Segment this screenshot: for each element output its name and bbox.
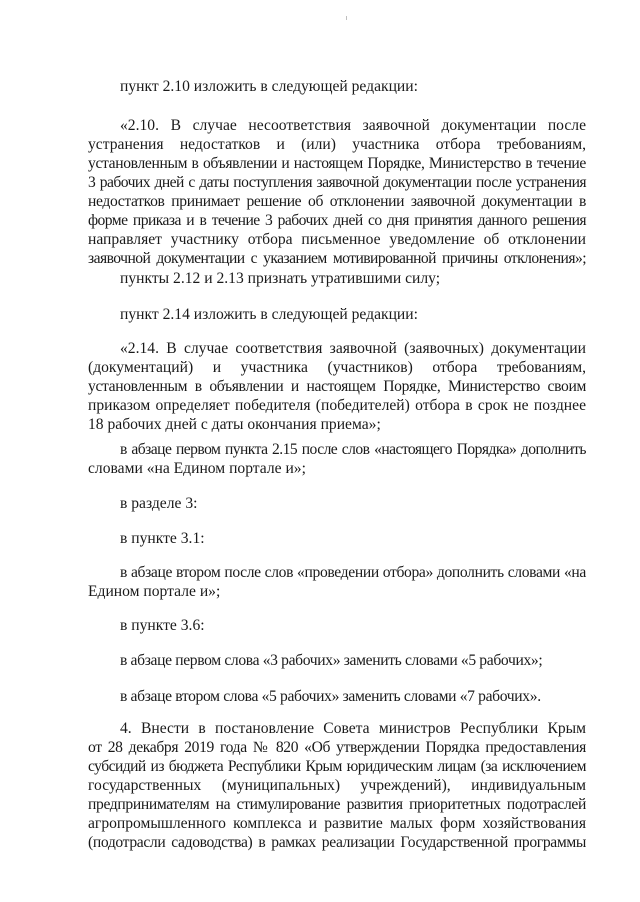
paragraph-line: агропромышленного комплекса и развитие малых форм хозяйствования [88, 815, 586, 832]
paragraph-line: установленным в объявлении и настоящем Порядке, Министерство в течение [88, 155, 586, 172]
paragraph-line: «2.10. В случае несоответствия заявочной документации после [120, 117, 586, 134]
paragraph-line: «2.14. В случае соответствия заявочной (заявочных) документации [120, 340, 586, 357]
paragraph-p12: в абзаце втором слова «5 рабочих» заменить словами «7 рабочих». [120, 688, 541, 705]
paragraph-line: государственных (муниципальных) учреждений), индивидуальным [88, 777, 586, 794]
paragraph-line: в абзаце первом пункта 2.15 после слов «настоящего Порядка» дополнить [120, 441, 586, 458]
paragraph-line: 4. Внести в постановление Совета министров Республики Крым [120, 720, 586, 737]
paragraph-line: в абзаце втором после слов «проведении отбора» дополнить словами «на [120, 564, 586, 581]
paragraph-line: устранения недостатков и (или) участника отбора требованиям, [88, 136, 586, 153]
paragraph-p8: в пункте 3.1: [120, 530, 205, 547]
paragraph-line: (подотрасли садоводства) в рамках реализации Государственной программы [88, 834, 586, 851]
paragraph-p10: в пункте 3.6: [120, 617, 205, 634]
paragraph-p1: пункт 2.10 изложить в следующей редакции: [120, 78, 418, 95]
paragraph-line: предпринимателям на стимулирование развития приоритетных подотраслей [88, 796, 586, 813]
paragraph-line: приказом определяет победителя (победителей) отбора в срок не позднее [88, 397, 586, 414]
paragraph-line: заявочной документации с указанием мотивированной причины отклонения»; [88, 250, 586, 267]
paragraph-p11: в абзаце первом слова «3 рабочих» заменить словами «5 рабочих»; [120, 652, 543, 669]
paragraph-line: (документаций) и участника (участников) отбора требованиям, [88, 359, 586, 376]
paragraph-p4: пункт 2.14 изложить в следующей редакции: [120, 306, 418, 323]
paragraph-p3: пункты 2.12 и 2.13 признать утратившими силу; [120, 270, 441, 287]
paragraph-line: форме приказа и в течение 3 рабочих дней со дня принятия данного решения [88, 212, 586, 229]
paragraph-line: субсидий из бюджета Республики Крым юридическим лицам (за исключением [88, 758, 586, 775]
paragraph-line: недостатков принимает решение об отклонении заявочной документации в [88, 193, 586, 210]
paragraph-p7: в разделе 3: [120, 495, 198, 512]
paragraph-line: 3 рабочих дней с даты поступления заявочной документации после устранения [88, 174, 586, 191]
paragraph-line: словами «на Едином портале и»; [88, 460, 306, 477]
paragraph-line: направляет участнику отбора письменное уведомление об отклонении [88, 231, 586, 248]
scan-mark [346, 16, 347, 20]
paragraph-line: от 28 декабря 2019 года № 820 «Об утверждении Порядка предоставления [88, 739, 586, 756]
paragraph-line: Едином портале и»; [88, 583, 221, 600]
paragraph-line: 18 рабочих дней с даты окончания приема»; [88, 416, 381, 433]
paragraph-line: установленным в объявлении и настоящем Порядке, Министерство своим [88, 378, 586, 395]
